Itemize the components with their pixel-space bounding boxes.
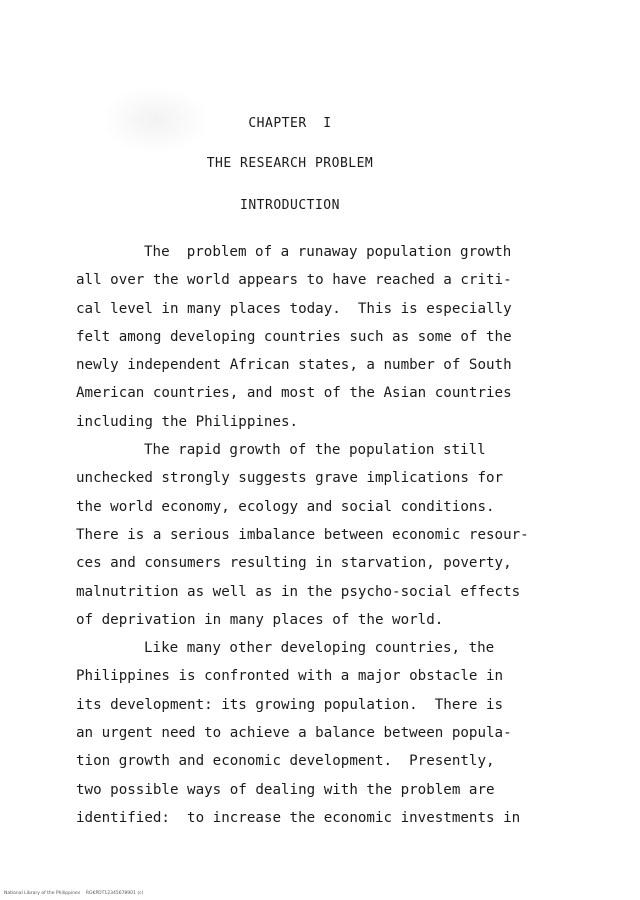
paragraph-3-line: Philippines is confronted with a major obstacle in: [76, 668, 504, 685]
paragraph-1-line: The problem of a runaway population growth: [144, 244, 512, 260]
paragraph-2-line: The rapid growth of the population still: [144, 442, 486, 459]
paragraph-3-line: tion growth and economic development. Presently,: [76, 753, 495, 770]
paragraph-1-line: cal level in many places today. This is especially: [76, 300, 512, 317]
paragraph-1-line: including the Philippines.: [76, 413, 299, 430]
paragraph-3-line: Like many other developing countries, the: [144, 640, 495, 657]
paragraph-2-line: malnutrition as well as in the psycho-social effects: [76, 583, 521, 600]
scan-footer: National Library of the Philippines RGKPDT12345678901 (c): [4, 891, 144, 896]
paragraph-3-line: its development: its growing population. There is: [76, 696, 504, 713]
paragraph-2-line: ces and consumers resulting in starvation, poverty,: [76, 555, 512, 572]
section-heading: INTRODUCTION: [240, 198, 340, 213]
paragraph-1-line: felt among developing countries such as some of the: [76, 328, 512, 345]
paragraph-2-line: unchecked strongly suggests grave implications for: [76, 470, 504, 487]
paragraph-1-line: newly independent African states, a number of South: [76, 357, 512, 374]
paragraph-3-line: identified: to increase the economic investments in: [76, 809, 521, 826]
paragraph-3-line: an urgent need to achieve a balance between popula-: [76, 725, 512, 742]
paragraph-1-line: American countries, and most of the Asian countries: [76, 385, 512, 402]
paragraph-2-line: of deprivation in many places of the world.: [76, 611, 444, 628]
paragraph-2-line: the world economy, ecology and social conditions.: [76, 498, 495, 515]
paragraph-2-line: There is a serious imbalance between economic resour-: [76, 526, 529, 543]
paragraph-3-line: two possible ways of dealing with the problem are: [76, 781, 495, 798]
chapter-heading: CHAPTER I: [248, 116, 332, 131]
paragraph-1-line: all over the world appears to have reached a criti-: [76, 272, 512, 289]
body-text: [76, 238, 546, 832]
chapter-title: THE RESEARCH PROBLEM: [206, 156, 374, 171]
